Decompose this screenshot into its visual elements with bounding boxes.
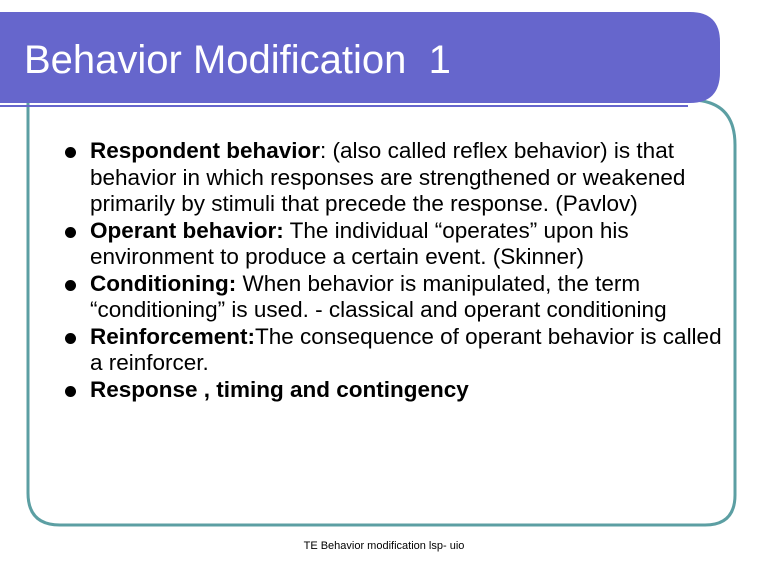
bullet-term: Conditioning: [90,270,237,296]
bullet-term: Response , timing and contingency [90,376,469,402]
bullet-dot-icon [65,333,76,344]
bullet-term: Reinforcement: [90,323,256,349]
bullet-text: The individual “operates” upon his environment to produce a certain event. (Skinner) [90,217,629,269]
bullet-text: When behavior is manipulated, the term “conditioning” is used. - classical and operant conditioning [90,270,667,322]
slide-footer: TE Behavior modification lsp- uio [303,540,465,552]
bullet-dot-icon [65,147,76,158]
bullet-dot-icon [65,386,76,397]
bullet-dot-icon [65,227,76,238]
slide-title: Behavior Modification 1 [24,38,451,82]
bullet-text: The consequence of operant behavior is called a reinforcer. [90,323,722,375]
bullet-item [60,138,725,218]
bullet-dot-icon [65,280,76,291]
bullet-list [60,138,725,403]
bullet-item [60,218,725,271]
bullet-term: Respondent behavior [90,138,321,163]
bullet-term: Operant behavior: [90,217,284,243]
bullet-item [60,271,725,324]
bullet-item [60,324,725,377]
bullet-item [60,377,725,404]
bullet-text: : (also called reflex behavior) is that behavior in which responses are strengthened or weakened primarily by stimuli that precede the response. (Pavlov) [90,138,686,216]
